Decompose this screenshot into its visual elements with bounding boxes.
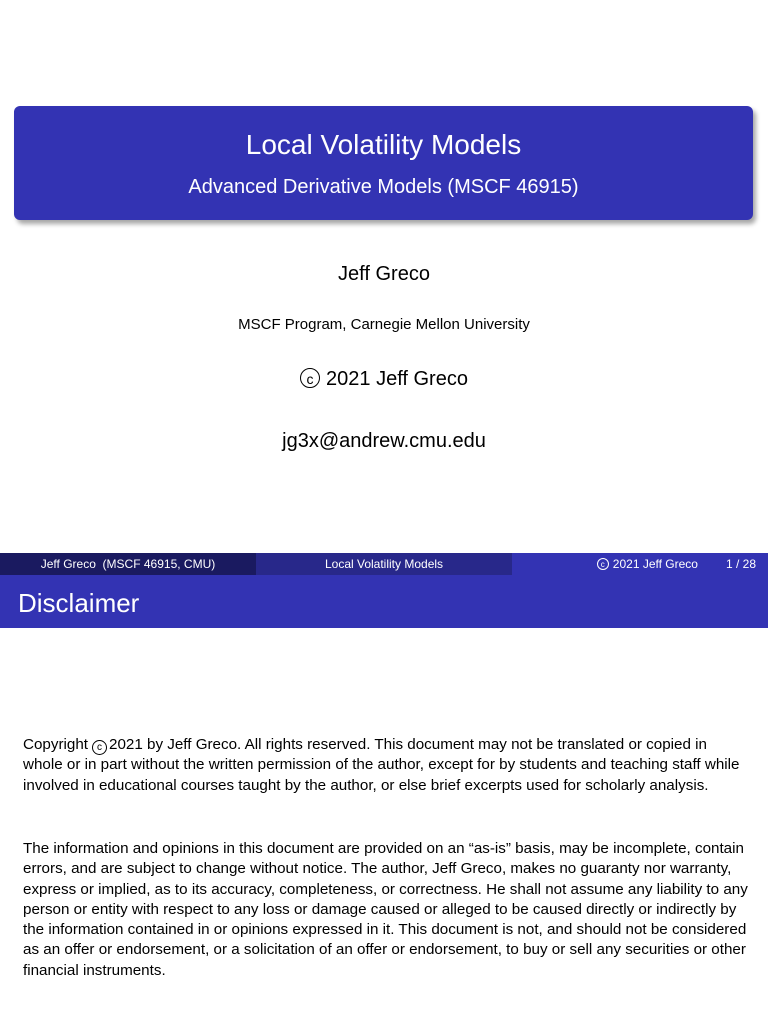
author-email: jg3x@andrew.cmu.edu [282, 430, 486, 452]
page-number: 1 / 28 [725, 557, 756, 571]
author-name: Jeff Greco [338, 263, 430, 285]
copyright-text: 2021 Jeff Greco [326, 368, 468, 390]
disclaimer-frame-header [0, 575, 768, 628]
presentation-title: Local Volatility Models [245, 129, 522, 160]
copyright-line [0, 366, 768, 392]
institute: MSCF Program, Carnegie Mellon University [238, 316, 530, 333]
frame-title: Disclaimer [18, 588, 140, 618]
copyright-icon: c [300, 368, 320, 388]
footline-copyright-text: 2021 Jeff Greco [612, 557, 698, 571]
footline-author [0, 553, 256, 575]
footline-title [256, 553, 512, 575]
footline-info [512, 553, 768, 575]
copyright-paragraph-body: 2021 by Jeff Greco. All rights reserved. This document may not be translated or copied in whole or in part without the written permission of the author, except for by students and teaching staff while involved in educational courses taught by the author, or else brief excerpts used for scholarly analysis. [23, 736, 740, 794]
footline-author-text: Jeff Greco (MSCF 46915, CMU) [40, 557, 216, 571]
inline-copyright-icon: c [92, 740, 107, 755]
disclaimer-paragraph: The information and opinions in this document are provided on an “as-is” basis, may be incomplete, contain errors, and are subject to change without notice. The author, Jeff Greco, makes no guaranty nor warranty, express or implied, as to its accuracy, completeness, or correctness. He shall not assume any liability to any person or entity with respect to any loss or damage caused or alleged to be caused directly or indirectly by the information contained in or opinions expressed in it. This document is not, and should not be considered as an offer or endorsement, or a solicitation of an offer or endorsement, to buy or sell any securities or other financial instruments. [23, 840, 748, 979]
footline-title-text: Local Volatility Models [324, 557, 444, 571]
copyright-paragraph-pre: Copyright [23, 736, 88, 753]
slide-footline [0, 553, 768, 575]
presentation-subtitle: Advanced Derivative Models (MSCF 46915) [188, 176, 579, 198]
copyright-paragraph [23, 735, 748, 796]
footline-copyright-icon: c [597, 558, 609, 570]
title-block [14, 106, 753, 220]
